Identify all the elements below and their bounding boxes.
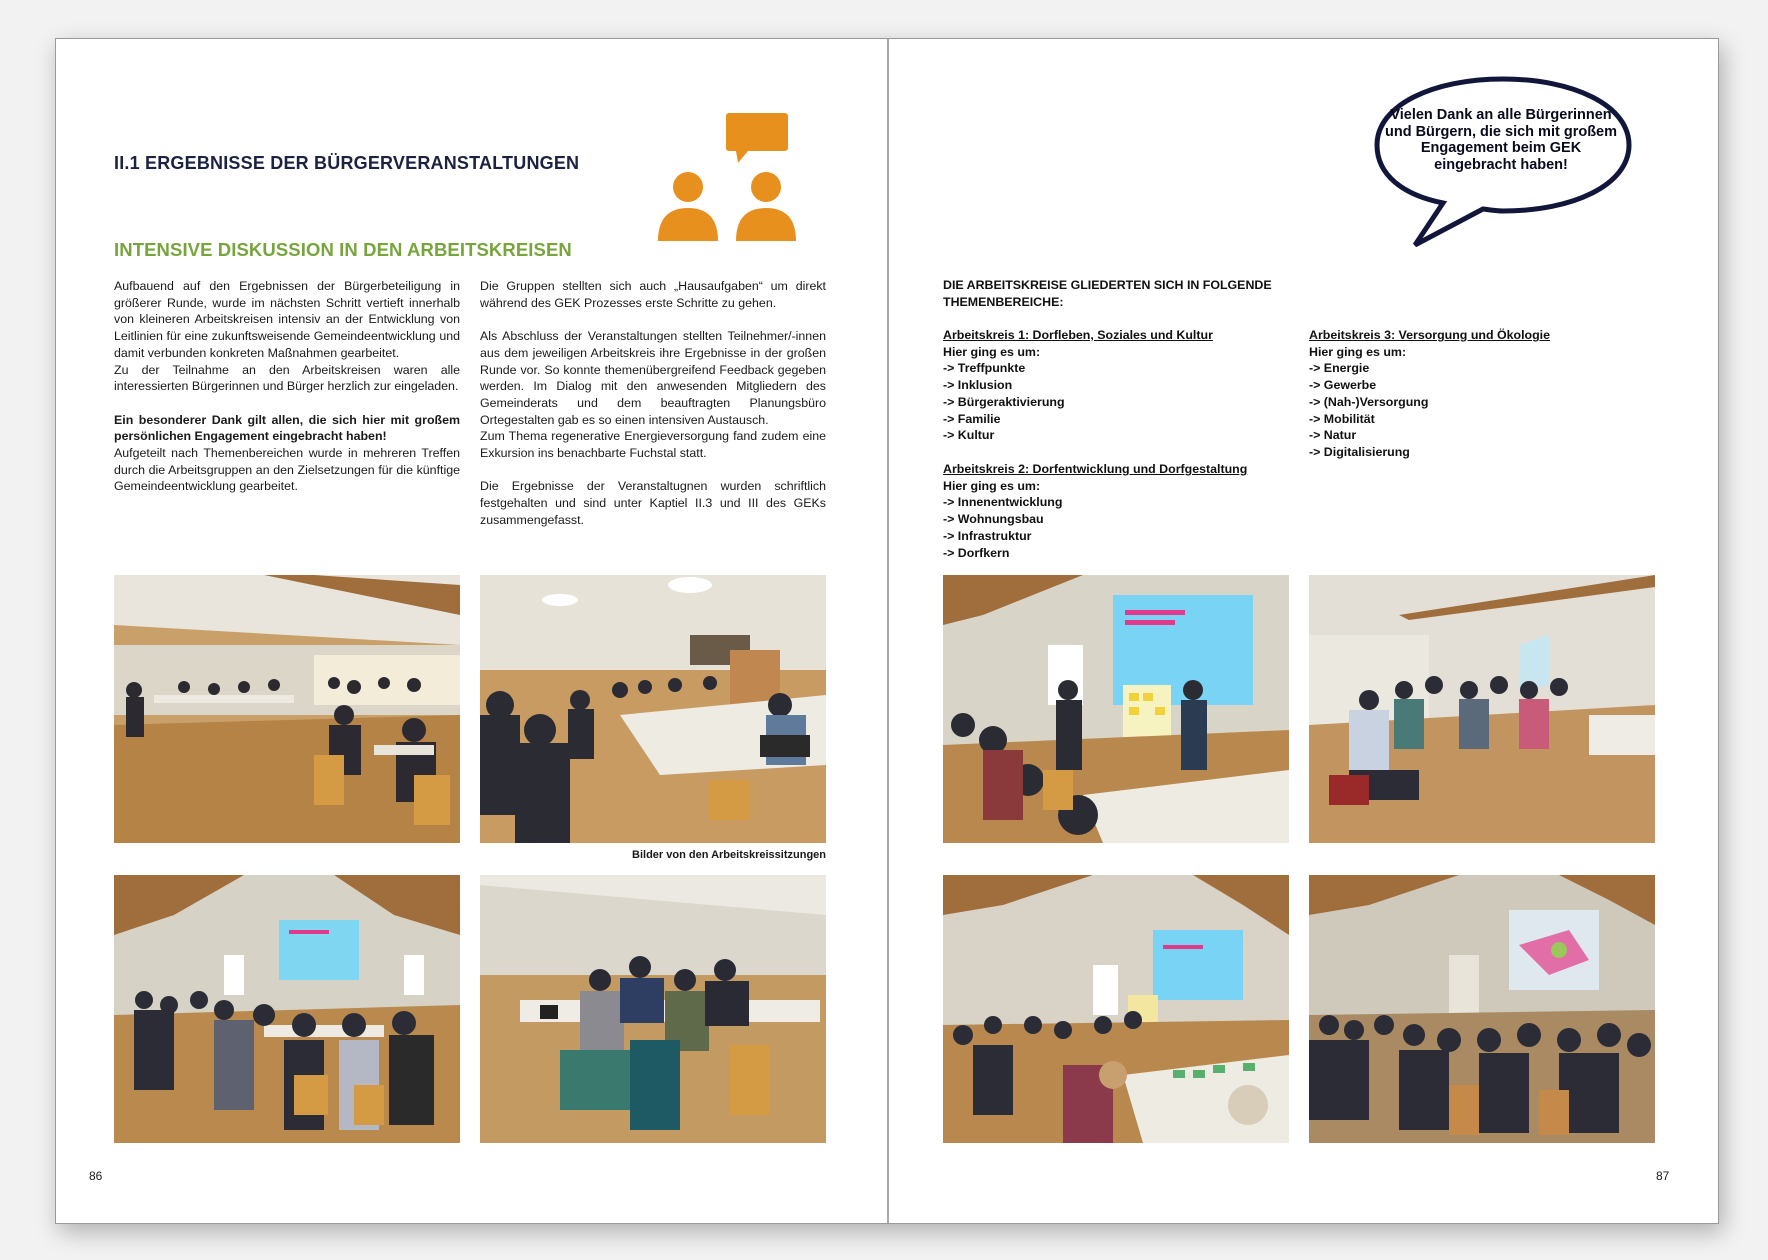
arbeitskreis-title: Arbeitskreis 1: Dorfleben, Soziales und Kultur	[943, 328, 1213, 342]
page-heading: II.1 ERGEBNISSE DER BÜRGERVERANSTALTUNGEN	[114, 153, 580, 173]
meeting-photo	[480, 875, 826, 1143]
list-item: -> (Nah-)Versorgung	[1309, 394, 1429, 409]
arbeitskreis-lead: Hier ging es um:	[1309, 344, 1407, 359]
meeting-photo	[943, 575, 1289, 843]
meeting-photo	[1309, 575, 1655, 843]
page-number: 87	[1656, 1169, 1670, 1183]
meeting-photo	[480, 575, 826, 843]
section-intro: DIE ARBEITSKREISE GLIEDERTEN SICH IN FOLGENDE THEMENBEREICHE:	[943, 278, 1272, 309]
paragraph: Zu der Teilnahme an den Arbeitskreisen waren alle interessierten Bürgerinnen und Bürger herzlich zur eingeladen.	[114, 362, 460, 394]
arbeitskreis-title: Arbeitskreis 2: Dorfentwicklung und Dorfgestaltung	[943, 462, 1248, 476]
page-number: 86	[89, 1169, 103, 1183]
list-item: -> Kultur	[943, 428, 995, 443]
brochure-spread	[55, 38, 1719, 1224]
section-subheading: INTENSIVE DISKUSSION IN DEN ARBEITSKREISEN	[114, 239, 572, 260]
meeting-photo	[114, 875, 460, 1143]
list-item: -> Energie	[1309, 361, 1370, 376]
paragraph: Als Abschluss der Veranstaltungen stellten Teilnehmer/-innen aus dem jeweiligen Arbeitskreis ihre Ergebnisse in der großen Runde vor. So konnte themenübergreifend Feedback gegeben werden. Im Dialog mit den anwesenden Mitgliedern des Gemeinderats und dem beauftragten Planungsbüro Ortegestalten gab es so einen intensiven Austausch.	[480, 329, 826, 427]
list-item: -> Natur	[1309, 428, 1357, 443]
paragraph: Aufgeteilt nach Themenbereichen wurde in mehreren Treffen durch die Arbeitsgruppen an den Zielsetzungen für die künftige Gemeindeentwicklung gearbeitet.	[114, 446, 460, 494]
meeting-photo	[943, 875, 1289, 1143]
photo-caption: Bilder von den Arbeitskreissitzungen	[632, 849, 826, 861]
list-item: -> Dorfkern	[943, 545, 1010, 560]
text-column-1	[114, 278, 460, 512]
arbeitskreis-lead: Hier ging es um:	[943, 478, 1041, 493]
list-item: -> Treffpunkte	[943, 361, 1026, 376]
paragraph: Die Ergebnisse der Veranstaltugnen wurden schriftlich festgehalten und sind unter Kaptiel II.3 und III des GEKs zusammengefasst.	[480, 479, 826, 527]
paragraph: Die Gruppen stellten sich auch „Hausaufgaben“ um direkt während des GEK Prozesses erste Schritte zu gehen.	[480, 279, 826, 310]
list-item: -> Innenentwicklung	[943, 495, 1063, 510]
paragraph: Aufbauend auf den Ergebnissen der Bürgerbeteiligung in größerer Runde, wurde im nächsten Schritt vertieft innerhalb von kleineren Arbeitskreisen intensiv an der Entwicklung von Leitlinien für eine zukunftsweisende Gemeindeentwicklung und damit verbunden konkreten Maßnahmen gearbeitet.	[114, 279, 460, 360]
arbeitskreis-title: Arbeitskreis 3: Versorgung und Ökologie	[1309, 328, 1550, 342]
people-discussion-icon	[656, 113, 806, 241]
arbeitskreis-lead: Hier ging es um:	[943, 344, 1041, 359]
thank-you-message: Vielen Dank an alle Bürgerinnen und Bürgern, die sich mit großem Engagement beim GEK eingebracht haben!	[1384, 107, 1618, 173]
meeting-photo	[114, 575, 460, 843]
list-item: -> Wohnungsbau	[943, 512, 1044, 527]
list-item: -> Mobilität	[1309, 411, 1375, 426]
list-item: -> Familie	[943, 411, 1001, 426]
left-page	[56, 39, 887, 1223]
text-column-2	[480, 278, 826, 545]
arbeitskreis-1	[943, 327, 1213, 444]
list-item: -> Inklusion	[943, 378, 1013, 393]
list-item: -> Gewerbe	[1309, 378, 1377, 393]
list-item: -> Infrastruktur	[943, 528, 1032, 543]
arbeitskreis-2	[943, 461, 1247, 561]
arbeitskreis-3	[1309, 327, 1550, 461]
right-page	[889, 39, 1720, 1223]
paragraph-bold: Ein besonderer Dank gilt allen, die sich hier mit großem persönlichen Engagement eingebracht haben!	[114, 412, 460, 444]
meeting-photo	[1309, 875, 1655, 1143]
list-item: -> Digitalisierung	[1309, 444, 1410, 459]
list-item: -> Bürgeraktivierung	[943, 394, 1065, 409]
paragraph: Zum Thema regenerative Energieversorgung fand zudem eine Exkursion ins benachbarte Fuchstal statt.	[480, 429, 826, 461]
